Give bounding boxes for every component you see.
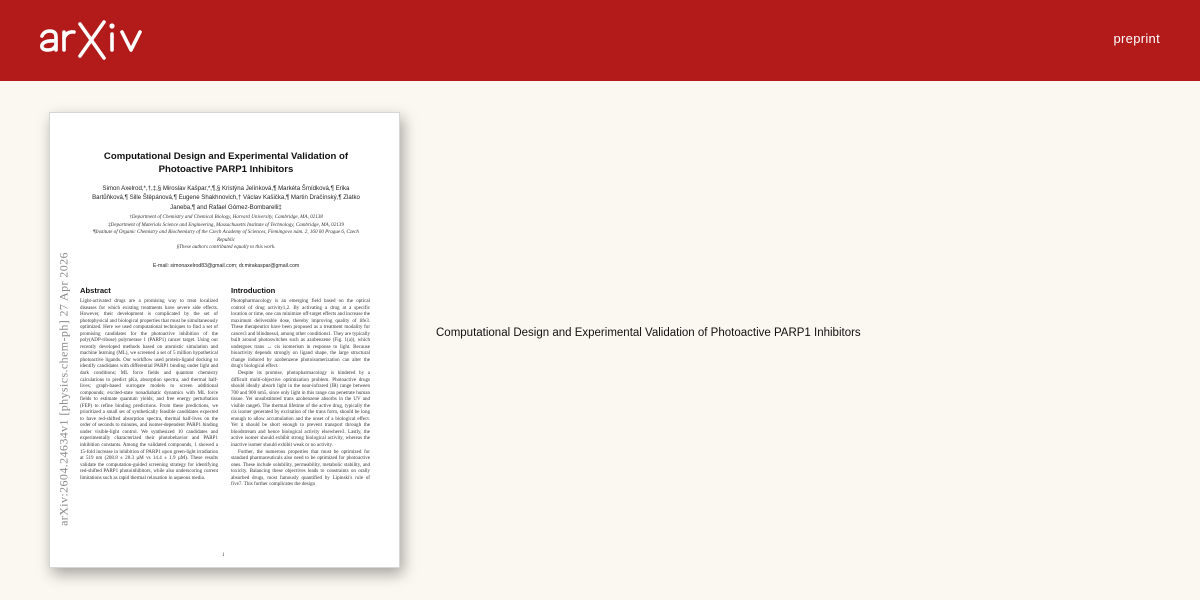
- preprint-badge: preprint: [1113, 31, 1160, 46]
- affiliation-line: ‡Department of Materials Science and Engineering, Massachusetts Institute of Technology, Cambridge, MA, 02139: [108, 221, 344, 228]
- abstract-paragraph: Light-activated drugs are a promising way to treat localized diseases for which existing treatments have severe side effects. However, their development is complicated by the set of photophysical and biological properties that must be simultaneously optimized. Here we used computational techniques to find a set of promising candidates for the photoactive inhibition of the poly(ADP-ribose) polymerase 1 (PARP1) cancer target. Using our recently developed methods based on atomistic simulation and machine learning (ML), we screened a set of 5 million hypothetical photoactive ligands. Our workflow used protein-ligand docking to identify candidates with differential PARP1 binding under light and dark conditions; ML force fields and quantum chemistry calculations to predict pKa, absorption spectra, and thermal half-lives; graph-based surrogate models to screen additional compounds; excited-state nonadiabatic dynamics with ML force fields to estimate quantum yields; and free energy perturbation (FEP) to refine binding predictions. From these predictions, we prioritized a small set of synthetically feasible candidates expected to have red-shifted absorption spectra, thermal half-lives on the order of seconds to minutes, and isomer-dependent PARP1 binding under visible-light control. We synthesized 10 candidates and experimentally characterized their photobehavior and PARP1 inhibition constants. Among the validated compounds, 1 showed a 15-fold increase in inhibition of PARP1 upon green-light irradiation at 519 nm (208.8 ± 28.3 µM vs 14.4 ± 1.9 µM). These results validate the computation-guided screening strategy for identifying red-shifted PARP1 photoinhibitors, while also underscoring current limitations such as rapid thermal relaxation in aqueous media.: [80, 298, 218, 481]
- introduction-text: [231, 298, 370, 543]
- affiliation-line: †Department of Chemistry and Chemical Biology, Harvard University, Cambridge, MA, 02138: [129, 214, 323, 220]
- arxiv-logo-graphic: [38, 14, 150, 66]
- arxiv-side-stamp: [53, 213, 75, 565]
- paper-authors: Simon Axelrod,*,†,‡,§ Miroslav Kašpar,*,¶,§ Kristýna Jelínková,¶ Markéta Šmídková,¶ Erika Bartůňková,¶ Sille Štěpánová,¶ Eugene Shakhnovich,† Václav Kašička,¶ Martin Dračínský,¶ Zlatko Janeba,¶ and Rafael Gómez-Bombarelli‡: [92, 185, 360, 211]
- page-number: 1: [222, 553, 225, 558]
- abstract-heading: Abstract: [80, 286, 111, 295]
- site-header: [0, 0, 1200, 81]
- intro-paragraph: Further, the numerous properties that must be optimized for standard pharmaceuticals also need to be optimized for photoactive ones. These include solubility, permeability, metabolic stability, and toxicity. Balancing these objectives leads to constraints on orally absorbed drugs, most famously quantified by Lipinski's rule of five7. This further complicates the design: [231, 448, 370, 488]
- paper-affiliations: [90, 214, 362, 252]
- paper-card-title[interactable]: Computational Design and Experimental Validation of Photoactive PARP1 Inhibitors: [436, 327, 861, 339]
- paper-thumbnail[interactable]: [49, 112, 400, 568]
- abstract-text: [80, 298, 218, 542]
- affiliation-line: ¶Institute of Organic Chemistry and Biochemistry of the Czech Academy of Sciences, Flemingovo nám. 2, 160 00 Prague 6, Czech Republic: [93, 229, 359, 243]
- paper-email: E-mail: simonaxelrod83@gmail.com; dr.mirakaspar@gmail.com: [152, 263, 300, 269]
- arxiv-logo[interactable]: [38, 14, 150, 66]
- affiliation-line: §These authors contributed equally to this work.: [176, 244, 276, 251]
- intro-paragraph: Photopharmacology is an emerging field based on the optical control of drug activity1,2. By activating a drug at a specific location or time, one can minimize off-target effects and increase the maximum deliverable dose, thereby improving quality of life3. These therapeutics have been proposed as a treatment modality for cancer3 and blindness4, among other conditions1. They are typically built around photoswitches such as azobenzene (Fig. 1(a)), which undergoes trans ↔ cis isomerism in response to light. Because bioactivity depends strongly on ligand shape, the large structural change induced by azobenzene photoisomerization can alter the drug's biological effect.: [231, 298, 370, 370]
- introduction-heading: Introduction: [231, 286, 276, 295]
- intro-paragraph: Despite its promise, photopharmacology is hindered by a difficult multi-objective optimization problem. Photoactive drugs should ideally absorb light in the near-infrared (IR) range between 700 and 900 nm5, since only light in this range can penetrate human tissue. Yet unsubstituted trans azobenzene absorbs in the UV and visible range6. The thermal lifetime of the active drug, typically the cis isomer generated by excitation of the trans form, should be long enough to allow accumulation and the onset of a biological effect. Yet it should be short enough to prevent transport through the bloodstream and hence biological activity elsewhere3. Lastly, the active isomer should exhibit strong biological activity, whereas the inactive isomer should exhibit weak or no activity.: [231, 370, 370, 449]
- arxiv-identifier: arXiv:2604.24634v1 [physics.chem-ph] 27 Apr 2026: [56, 252, 71, 526]
- paper-title: Computational Design and Experimental Validation of Photoactive PARP1 Inhibitors: [103, 151, 349, 175]
